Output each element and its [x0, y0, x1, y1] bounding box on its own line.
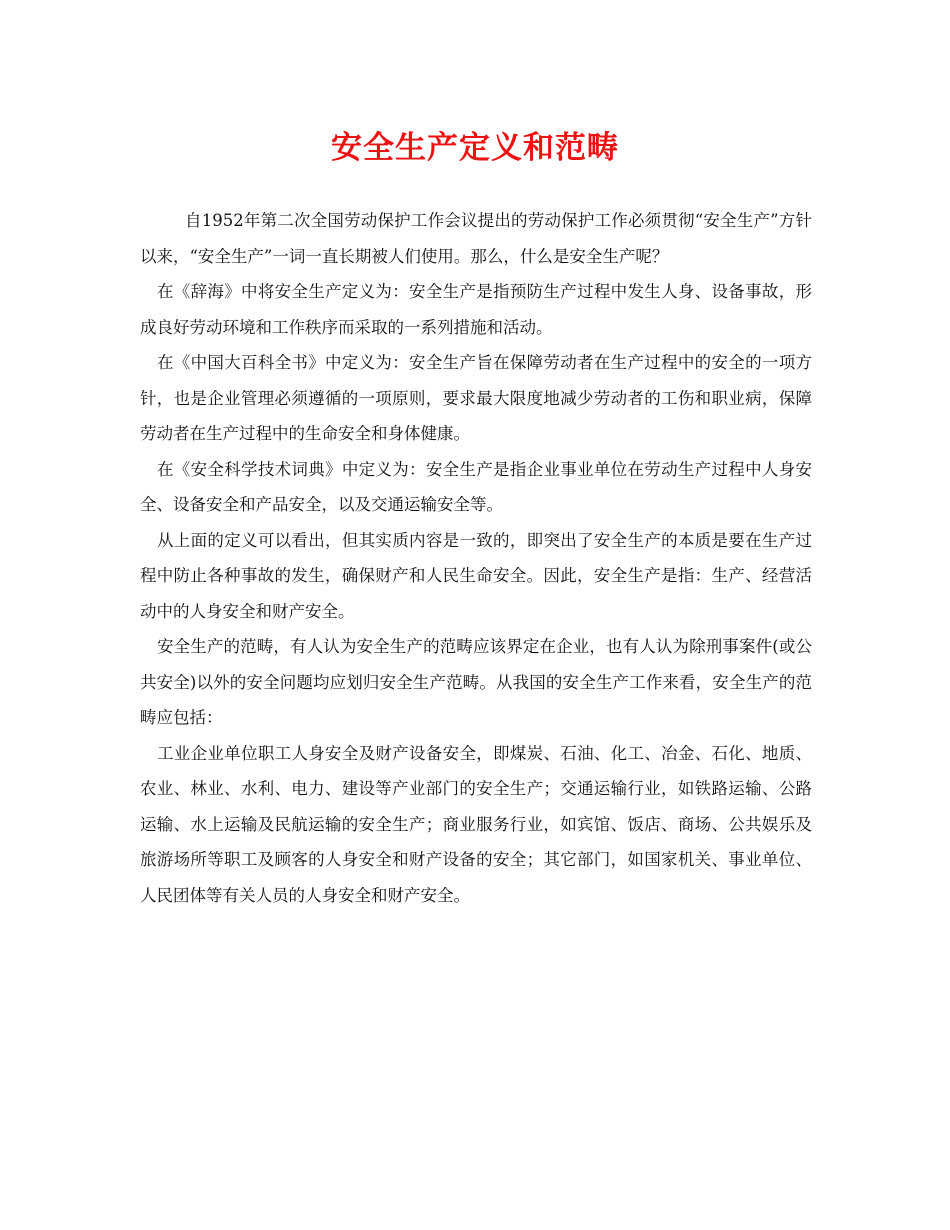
document-title: 安全生产定义和范畴 [331, 130, 619, 166]
document-body [140, 203, 812, 913]
paragraph-scope-intro: 安全生产的范畴，有人认为安全生产的范畴应该界定在企业，也有人认为除刑事案件(或公共安全)以外的安全问题均应划归安全生产范畴。从我国的安全生产工作来看，安全生产的范畴应包括： [140, 637, 812, 727]
paragraph-encyclopedia-definition: 在《中国大百科全书》中定义为：安全生产旨在保障劳动者在生产过程中的安全的一项方针，也是企业管理必须遵循的一项原则，要求最大限度地减少劳动者的工伤和职业病，保障劳动者在生产过程中的生命安全和身体健康。 [140, 353, 812, 443]
paragraph-essence: 从上面的定义可以看出，但其实质内容是一致的，即突出了安全生产的本质是要在生产过程中防止各种事故的发生，确保财产和人民生命安全。因此，安全生产是指：生产、经营活动中的人身安全和财产安全。 [140, 530, 812, 621]
paragraph-scope-list: 工业企业单位职工人身安全及财产设备安全，即煤炭、石油、化工、冶金、石化、地质、农业、林业、水利、电力、建设等产业部门的安全生产；交通运输行业，如铁路运输、公路运输、水上运输及民航运输的安全生产；商业服务行业，如宾馆、饭店、商场、公共娱乐及旅游场所等职工及顾客的人身安全和财产设备的安全；其它部门，如国家机关、事业单位、人民团体等有关人员的人身安全和财产安全。 [140, 743, 812, 905]
paragraph-cihai-definition: 在《辞海》中将安全生产定义为：安全生产是指预防生产过程中发生人身、设备事故，形成良好劳动环境和工作秩序而采取的一系列措施和活动。 [140, 282, 812, 337]
paragraph-dictionary-definition: 在《安全科学技术词典》中定义为：安全生产是指企业事业单位在劳动生产过程中人身安全、设备安全和产品安全，以及交通运输安全等。 [140, 459, 812, 514]
paragraph-intro: 自1952年第二次全国劳动保护工作会议提出的劳动保护工作必须贯彻“安全生产”方针以来，“安全生产”一词一直长期被人们使用。那么，什么是安全生产呢？ [140, 211, 812, 266]
